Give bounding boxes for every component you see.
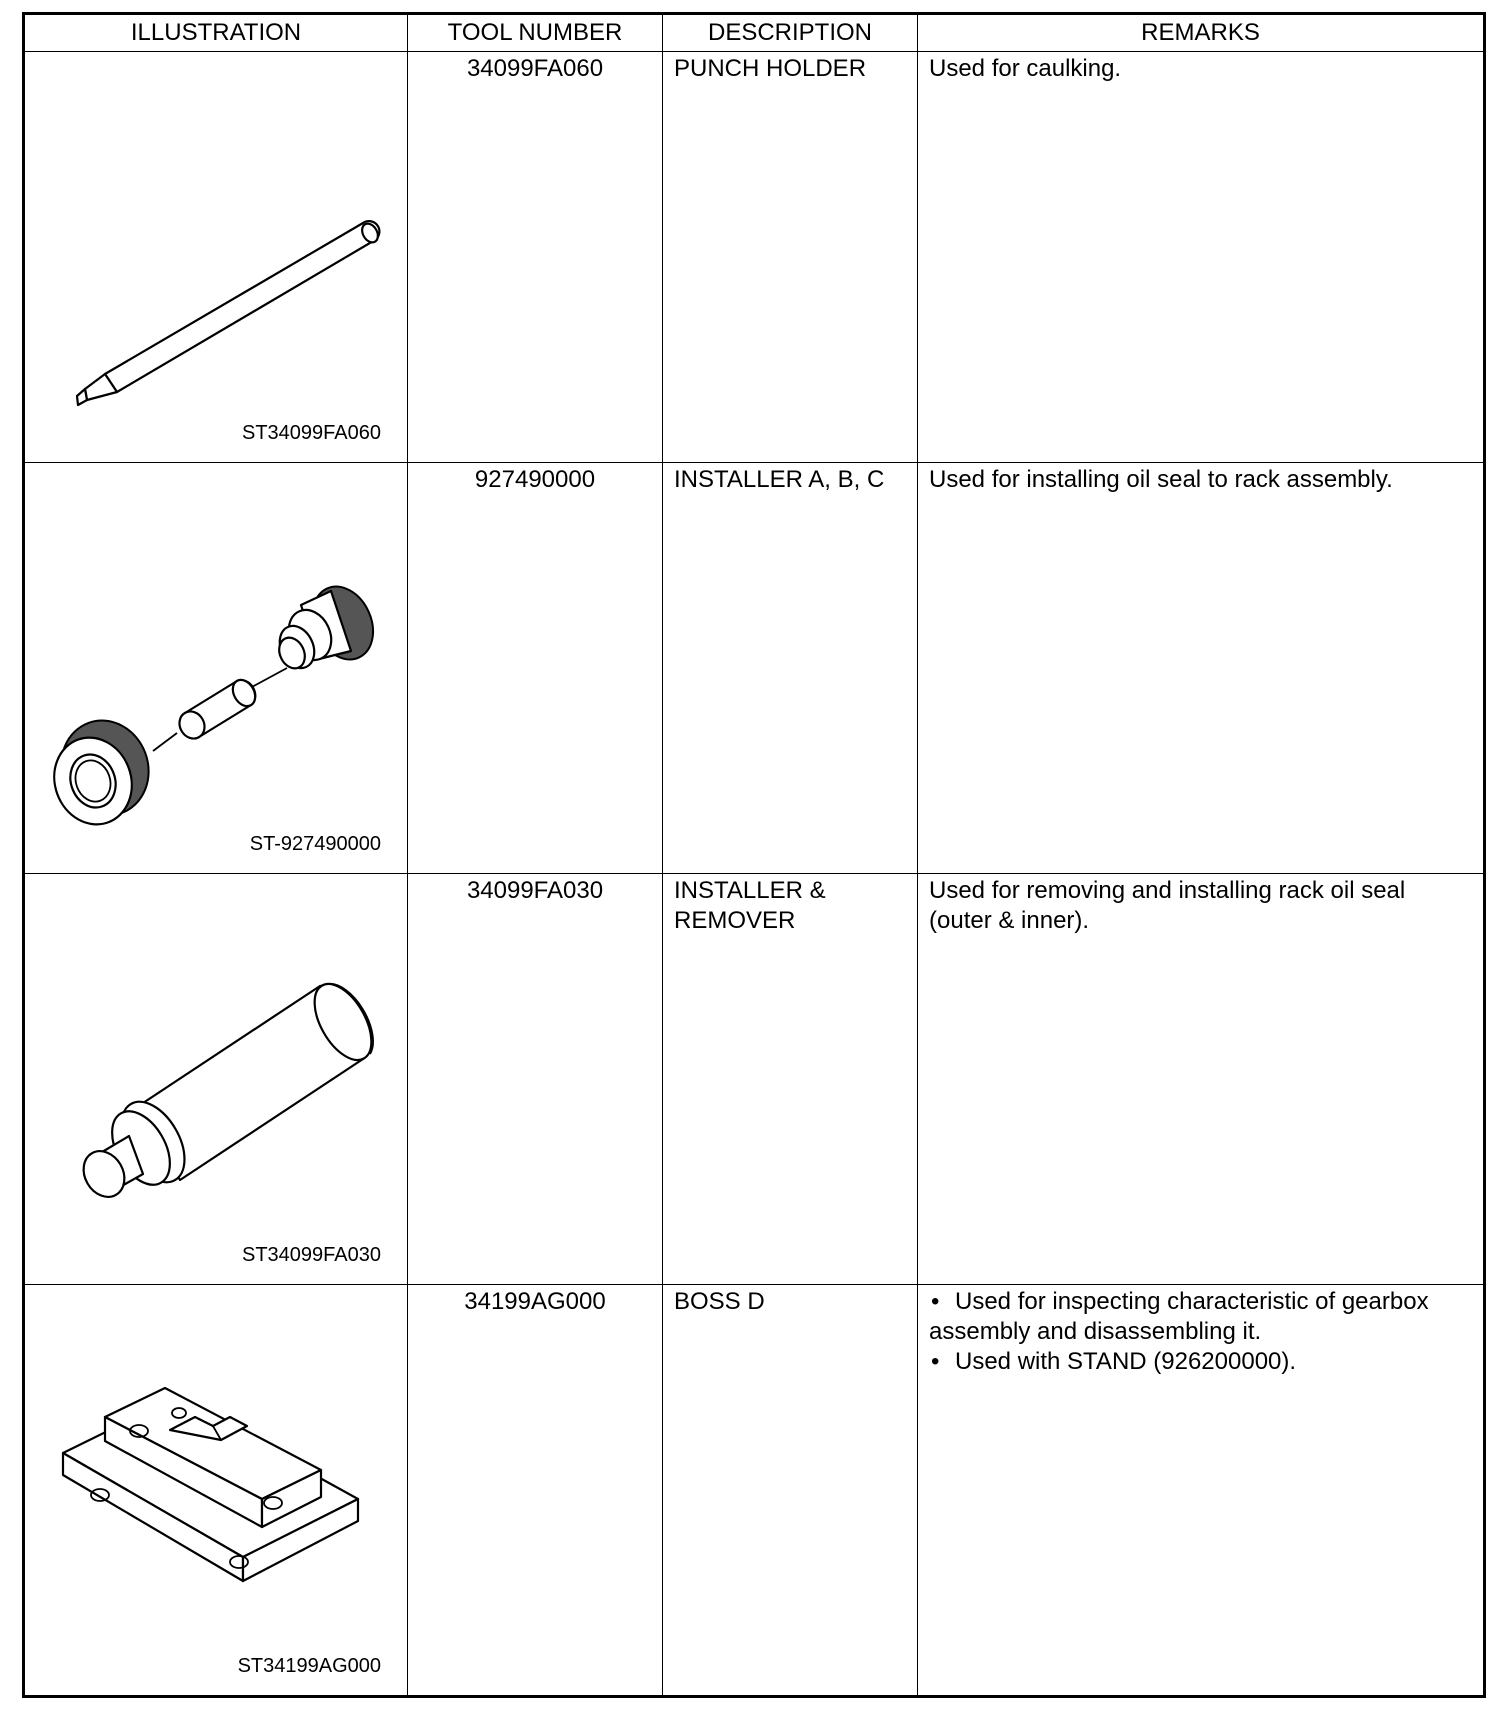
header-illustration: ILLUSTRATION [24, 14, 408, 52]
illustration-code: ST34099FA060 [242, 422, 381, 444]
remarks-text: Used for caulking. [929, 55, 1122, 82]
tool-number: 34099FA060 [466, 55, 604, 82]
remarks-bullet [929, 1347, 1465, 1377]
tool-number: 927490000 [474, 466, 596, 493]
illustration-cell [24, 1285, 408, 1697]
remarks-list [929, 1285, 1465, 1377]
tool-number: 34199AG000 [464, 1288, 606, 1315]
tool-number-cell [408, 1285, 663, 1697]
remarks-bullet-text: Used for inspecting characteristic of gearbox assembly and disassembling it. [929, 1288, 1429, 1345]
remarks-cell [918, 874, 1485, 1285]
table-row [24, 874, 1485, 1285]
special-tools-table [22, 12, 1486, 1698]
remarks-cell [918, 1285, 1485, 1697]
illustration-cell [24, 874, 408, 1285]
header-description: DESCRIPTION [663, 14, 918, 52]
installer-abc-icon [25, 463, 407, 873]
remarks-bullet-text: Used with STAND (926200000). [955, 1348, 1297, 1375]
table-row [24, 463, 1485, 874]
tool-number-cell [408, 874, 663, 1285]
illustration-cell [24, 463, 408, 874]
description-cell [663, 874, 918, 1285]
tool-number-cell [408, 463, 663, 874]
remarks-cell [918, 52, 1485, 463]
description: PUNCH HOLDER [674, 55, 867, 82]
header-tool-number: TOOL NUMBER [408, 14, 663, 52]
tool-number: 34099FA030 [466, 877, 604, 904]
installer-remover-icon [25, 874, 407, 1284]
description: INSTALLER & REMOVER [674, 877, 826, 934]
description-cell [663, 1285, 918, 1697]
illustration-code: ST34099FA030 [242, 1244, 381, 1266]
table-row [24, 1285, 1485, 1697]
illustration-code: ST34199AG000 [237, 1655, 381, 1677]
description-cell [663, 52, 918, 463]
description-cell [663, 463, 918, 874]
boss-d-icon [25, 1285, 407, 1695]
remarks-text: Used for removing and installing rack oil seal (outer & inner). [929, 877, 1406, 934]
table-row [24, 52, 1485, 463]
description: BOSS D [674, 1288, 765, 1315]
remarks-bullet [929, 1287, 1465, 1347]
tool-number-cell [408, 52, 663, 463]
description: INSTALLER A, B, C [674, 466, 885, 493]
header-remarks: REMARKS [918, 14, 1485, 52]
header-row [24, 14, 1485, 52]
remarks-text: Used for installing oil seal to rack assembly. [929, 466, 1393, 493]
illustration-cell [24, 52, 408, 463]
bullet-symbol: • [931, 1348, 940, 1375]
bullet-symbol: • [931, 1288, 940, 1315]
illustration-code: ST-927490000 [249, 833, 381, 855]
punch-holder-icon [25, 52, 407, 462]
remarks-cell [918, 463, 1485, 874]
